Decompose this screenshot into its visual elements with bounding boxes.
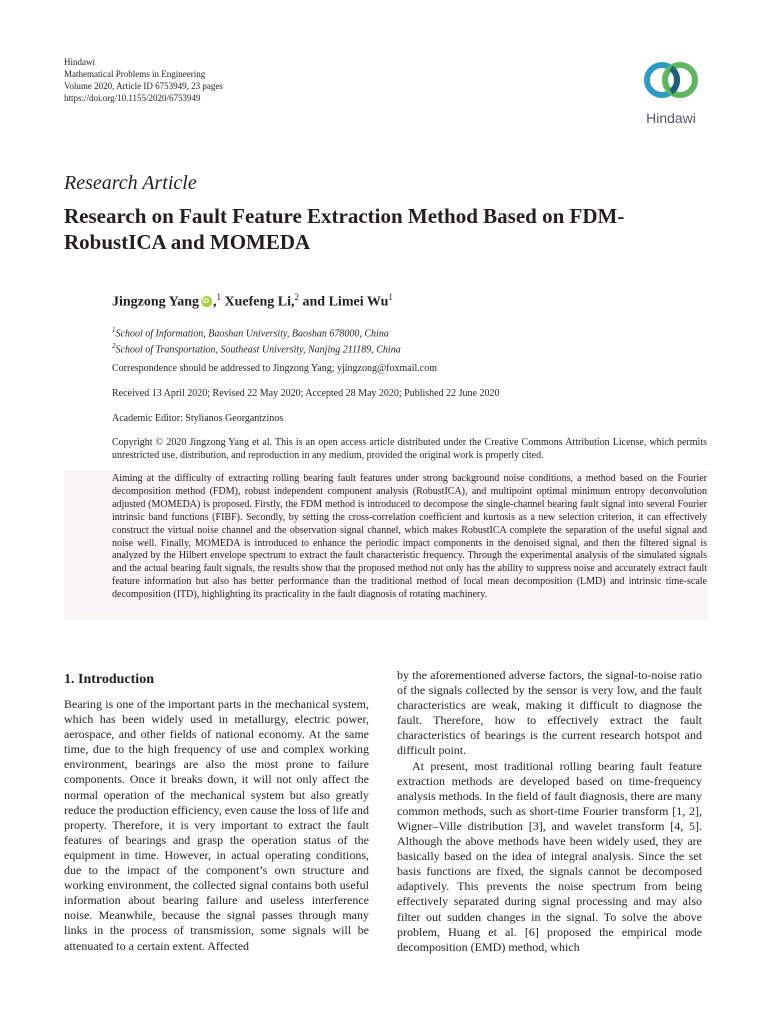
- copyright-notice: Copyright © 2020 Jingzong Yang et al. This is an open access article distributed under the Creative Commons Attribution License, which permits unrestricted use, distribution, and reproduction in any medium, provided the original work is properly cited.: [112, 437, 707, 461]
- abstract: Aiming at the difficulty of extracting rolling bearing fault features under strong background noise conditions, a method based on the Fourier decomposition method (FDM), robust independent component analysis (RobustICA), and multipoint optimal minimum entropy deconvolution adjusted (MOMEDA) is proposed. Firstly, the FDM method is introduced to decompose the single-channel bearing fault signal into several Fourier intrinsic band functions (FIBF). Secondly, by setting the cross-correlation coefficient and kurtosis as a new selection criterion, it can effectively construct the virtual noise channel and the observation signal channel, which makes RobustICA complete the separation of the useful signal and noise well. Finally, MOMEDA is introduced to enhance the periodic impact components in the denoised signal, and then the filtered signal is analyzed by the Hilbert envelope spectrum to extract the fault characteristic frequency. Through the experimental analysis of the simulated signals and the actual bearing fault signals, the results show that the proposed method not only has the ability to suppress noise and accurately extract fault feature information but also has better performance than the traditional method of local mean decomposition (LMD) and intrinsic time-scale decomposition (ITD), highlighting its practicality in the fault diagnosis of rotating machinery.: [112, 473, 707, 601]
- affiliation-marker: 1: [112, 326, 116, 334]
- author-affiliation-marker: 2: [294, 292, 300, 302]
- affiliation-text: School of Transportation, Southeast University, Nanjing 211189, China: [115, 344, 401, 356]
- orcid-icon[interactable]: [201, 296, 212, 307]
- affiliations: [112, 324, 401, 357]
- section-heading: 1. Introduction: [64, 672, 154, 687]
- author-list: [112, 292, 393, 311]
- paper-title: Research on Fault Feature Extraction Method Based on FDM-RobustICA and MOMEDA: [64, 204, 625, 254]
- volume-info: Volume 2020, Article ID 6753949, 23 pages: [64, 81, 223, 91]
- hindawi-logo-icon: [641, 58, 701, 108]
- affiliation-line: [112, 324, 401, 340]
- publication-dates: Received 13 April 2020; Revised 22 May 2020; Accepted 28 May 2020; Published 22 June 2020: [112, 388, 500, 399]
- article-type: Research Article: [64, 172, 197, 194]
- hindawi-logo: [628, 58, 714, 138]
- author-separator: ,: [213, 294, 217, 310]
- journal-name: Mathematical Problems in Engineering: [64, 69, 206, 79]
- author-name[interactable]: Xuefeng Li,: [224, 294, 295, 310]
- publisher-name: Hindawi: [64, 57, 95, 67]
- author-separator: and: [299, 294, 326, 310]
- affiliation-line: [112, 340, 401, 356]
- author-affiliation-marker: 1: [388, 292, 393, 302]
- doi-link[interactable]: https://doi.org/10.1155/2020/6753949: [64, 93, 201, 103]
- author-name[interactable]: Limei Wu: [328, 294, 389, 310]
- author-name[interactable]: Jingzong Yang: [112, 294, 200, 310]
- affiliation-text: School of Information, Baoshan University, Baoshan 678000, China: [115, 328, 389, 340]
- journal-header: [64, 56, 223, 104]
- body-column-left: [64, 672, 369, 954]
- body-paragraph: by the aforementioned adverse factors, the signal-to-noise ratio of the signals collected by the sensor is very low, and the fault characteristics are weak, making it difficult to diagnose the fault. Therefore, how to effectively extract the fault characteristics of bearings is the current research hotspot and difficult point.: [397, 668, 702, 758]
- body-column-right: [397, 668, 702, 955]
- body-paragraph: Bearing is one of the important parts in the mechanical system, which has been widely used in metallurgy, electric power, aerospace, and other fields of national economy. At the same time, due to the high frequency of use and complex working environment, bearings are also the most prone to failure components. Once it breaks down, it will not only affect the normal operation of the mechanical system but also greatly reduce the production efficiency, even cause the loss of life and property. Therefore, it is very important to extract the fault features of bearings and grasp the operation status of the equipment in time. However, in actual operating conditions, due to the impact of the component’s own structure and working environment, the collected signal contains both useful information about bearing failure and useless interference noise. Meanwhile, because the signal passes through many links in the process of transmission, some signals will be attenuated to a certain extent. Affected: [64, 697, 369, 953]
- body-paragraph: At present, most traditional rolling bearing fault feature extraction methods are developed based on time-frequency analysis methods. In the field of fault diagnosis, there are many common methods, such as short-time Fourier transform [1, 2], Wigner–Ville distribution [3], and wavelet transform [4, 5]. Although the above methods have been widely used, they are basically based on the idea of integral analysis. Since the set basis functions are fixed, the signals cannot be decomposed adaptively. This prevents the noise spectrum from being effectively separated during signal processing and may also filter out sudden changes in the signal. To solve the above problem, Huang et al. [6] proposed the empirical mode decomposition (EMD) method, which: [397, 758, 702, 954]
- correspondence: Correspondence should be addressed to Jingzong Yang; yjingzong@foxmail.com: [112, 363, 437, 374]
- affiliation-marker: 2: [112, 342, 116, 351]
- academic-editor: Academic Editor: Stylianos Georgantzinos: [112, 413, 284, 424]
- author-affiliation-marker: 1: [216, 292, 222, 302]
- logo-wordmark: Hindawi: [646, 110, 696, 126]
